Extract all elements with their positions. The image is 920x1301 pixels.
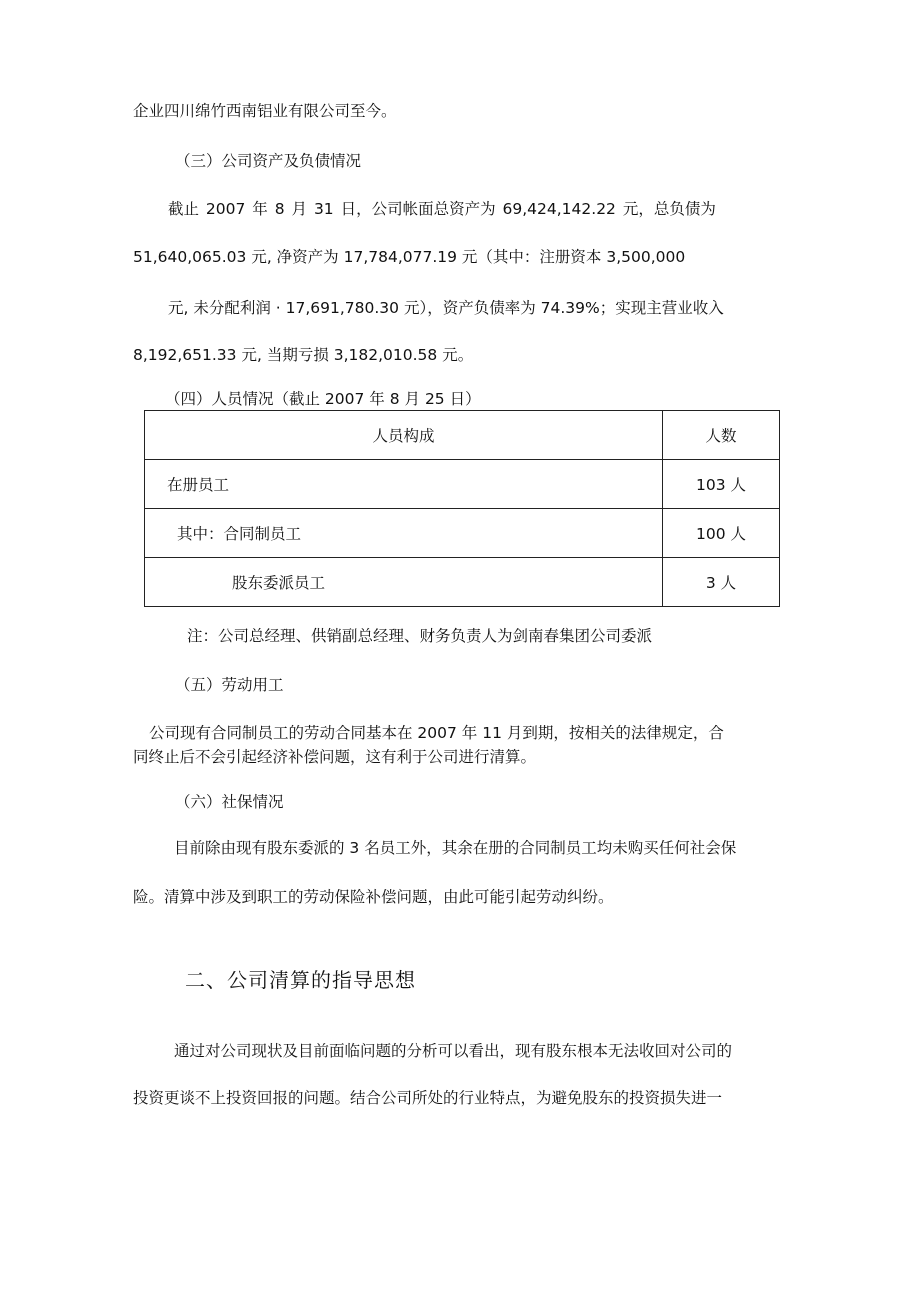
heading-assets: （三）公司资产及负债情况: [175, 152, 362, 170]
social-line-2: 险。清算中涉及到职工的劳动保险补偿问题，由此可能引起劳动纠纷。: [133, 888, 614, 906]
header-count: 人数: [663, 411, 780, 460]
row-label: 股东委派员工: [145, 558, 663, 607]
social-line-1: 目前除由现有股东委派的 3 名员工外，其余在册的合同制员工均未购买任何社会保: [174, 839, 737, 857]
table-header-row: [145, 411, 780, 460]
staff-table: [144, 410, 780, 607]
assets-line-4: 8,192,651.33 元, 当期亏损 3,182,010.58 元。: [133, 346, 474, 364]
table-row: [145, 460, 780, 509]
row-label: 在册员工: [145, 460, 663, 509]
table-row: [145, 558, 780, 607]
row-count: 100 人: [663, 509, 780, 558]
labor-line-2: 同终止后不会引起经济补偿问题，这有利于公司进行清算。: [133, 748, 537, 766]
heading-labor: （五）劳动用工: [175, 676, 284, 694]
row-count: 3 人: [663, 558, 780, 607]
table-row: [145, 509, 780, 558]
row-label: 其中：合同制员工: [145, 509, 663, 558]
section-title: 二、公司清算的指导思想: [185, 968, 416, 992]
guide-line-2: 投资更谈不上投资回报的问题。结合公司所处的行业特点，为避免股东的投资损失进一: [133, 1089, 723, 1107]
assets-line-2: 51,640,065.03 元, 净资产为 17,784,077.19 元（其中：注册资本 3,500,000: [133, 248, 686, 266]
header-composition: 人员构成: [145, 411, 663, 460]
heading-social: （六）社保情况: [175, 793, 284, 811]
heading-staff: （四）人员情况（截止 2007 年 8 月 25 日）: [165, 390, 481, 408]
intro-tail-text: 企业四川绵竹西南铝业有限公司至今。: [133, 102, 397, 120]
assets-line-1: 截止 2007 年 8 月 31 日，公司帐面总资产为 69,424,142.22 元，总负债为: [168, 200, 716, 218]
guide-line-1: 通过对公司现状及目前面临问题的分析可以看出，现有股东根本无法收回对公司的: [174, 1042, 733, 1060]
labor-line-1: 公司现有合同制员工的劳动合同基本在 2007 年 11 月到期，按相关的法律规定，合: [149, 724, 724, 742]
row-count: 103 人: [663, 460, 780, 509]
assets-line-3: 元, 未分配利润 · 17,691,780.30 元），资产负债率为 74.39%；实现主营业收入: [168, 299, 724, 317]
table-note: 注：公司总经理、供销副总经理、财务负责人为剑南春集团公司委派: [187, 627, 653, 645]
